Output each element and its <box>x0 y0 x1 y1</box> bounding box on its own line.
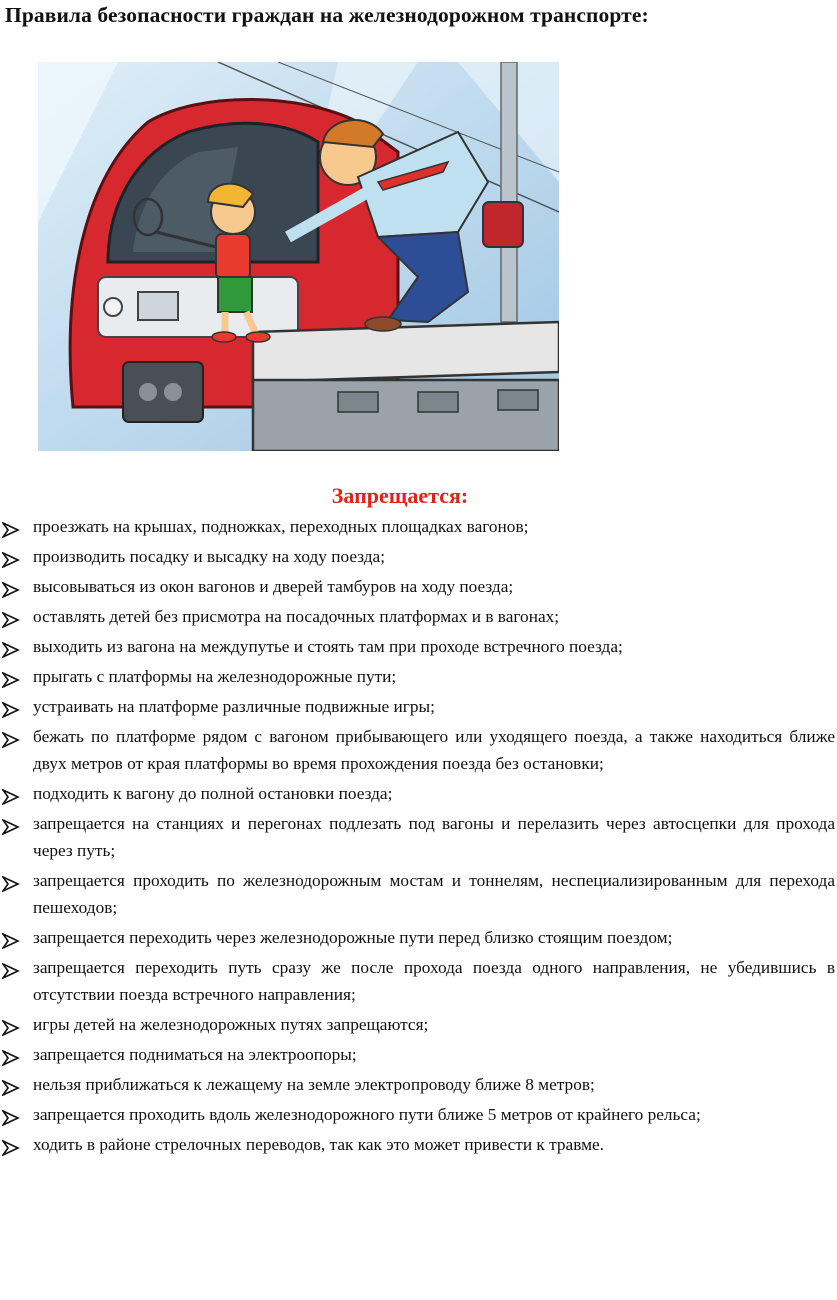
list-item <box>0 1131 837 1158</box>
list-item-text: выходить из вагона на междупутье и стоять там при проходе встречного поезда; <box>33 637 623 656</box>
list-item-text: оставлять детей без присмотра на посадочных платформах и в вагонах; <box>33 607 560 626</box>
list-item-text: запрещается подниматься на электроопоры; <box>33 1045 357 1064</box>
arrow-bullet-icon <box>2 930 20 946</box>
arrow-bullet-icon <box>2 729 20 745</box>
list-item <box>0 603 837 630</box>
list-item <box>0 1071 837 1098</box>
list-item-text: высовываться из окон вагонов и дверей тамбуров на ходу поезда; <box>33 577 514 596</box>
list-item <box>0 924 837 951</box>
arrow-bullet-icon <box>2 1077 20 1093</box>
list-item <box>0 810 837 864</box>
train-platform-illustration-icon <box>38 62 559 451</box>
list-item <box>0 513 837 540</box>
list-item-text: запрещается на станциях и перегонах подлезать под вагоны и перелазить через автосцепки для прохода через путь; <box>33 814 835 860</box>
list-item-text: запрещается переходить путь сразу же после прохода поезда одного направления, не убедившись в отсутствии поезда встречного направления; <box>33 958 835 1004</box>
arrow-bullet-icon <box>2 786 20 802</box>
arrow-bullet-icon <box>2 816 20 832</box>
list-item <box>0 954 837 1008</box>
list-item <box>0 723 837 777</box>
rules-list <box>0 513 837 1161</box>
illustration-svg <box>38 62 559 451</box>
page-title: Правила безопасности граждан на железнодорожном транспорте: <box>5 3 649 27</box>
arrow-bullet-icon <box>2 1137 20 1153</box>
list-item-text: производить посадку и высадку на ходу поезда; <box>33 547 386 566</box>
list-item <box>0 693 837 720</box>
list-item-text: игры детей на железнодорожных путях запрещаются; <box>33 1015 429 1034</box>
arrow-bullet-icon <box>2 609 20 625</box>
arrow-bullet-icon <box>2 669 20 685</box>
list-item <box>0 1041 837 1068</box>
list-item-text: бежать по платформе рядом с вагоном прибывающего или уходящего поезда, а также находиться ближе двух метров от края платформы во время прохождения поезда без остановки; <box>33 727 835 773</box>
list-item <box>0 780 837 807</box>
arrow-bullet-icon <box>2 1047 20 1063</box>
arrow-bullet-icon <box>2 639 20 655</box>
list-item-text: подходить к вагону до полной остановки поезда; <box>33 784 393 803</box>
arrow-bullet-icon <box>2 549 20 565</box>
arrow-bullet-icon <box>2 1017 20 1033</box>
list-item-text: нельзя приближаться к лежащему на земле электропроводу ближе 8 метров; <box>33 1075 595 1094</box>
list-item <box>0 1101 837 1128</box>
list-item <box>0 543 837 570</box>
list-item-text: устраивать на платформе различные подвижные игры; <box>33 697 435 716</box>
list-item <box>0 867 837 921</box>
list-item-text: запрещается переходить через железнодорожные пути перед близко стоящим поездом; <box>33 928 673 947</box>
section-heading: Запрещается: <box>331 483 469 508</box>
list-item <box>0 1011 837 1038</box>
list-item-text: ходить в районе стрелочных переводов, так как это может привести к травме. <box>33 1135 604 1154</box>
list-item <box>0 573 837 600</box>
arrow-bullet-icon <box>2 699 20 715</box>
arrow-bullet-icon <box>2 1107 20 1123</box>
arrow-bullet-icon <box>2 579 20 595</box>
arrow-bullet-icon <box>2 519 20 535</box>
list-item <box>0 663 837 690</box>
arrow-bullet-icon <box>2 873 20 889</box>
arrow-bullet-icon <box>2 960 20 976</box>
list-item-text: запрещается проходить по железнодорожным мостам и тоннелям, неспециализированным для перехода пешеходов; <box>33 871 835 917</box>
list-item <box>0 633 837 660</box>
list-item-text: прыгать с платформы на железнодорожные пути; <box>33 667 397 686</box>
list-item-text: запрещается проходить вдоль железнодорожного пути ближе 5 метров от крайнего рельса; <box>33 1105 701 1124</box>
list-item-text: проезжать на крышах, подножках, переходных площадках вагонов; <box>33 517 529 536</box>
